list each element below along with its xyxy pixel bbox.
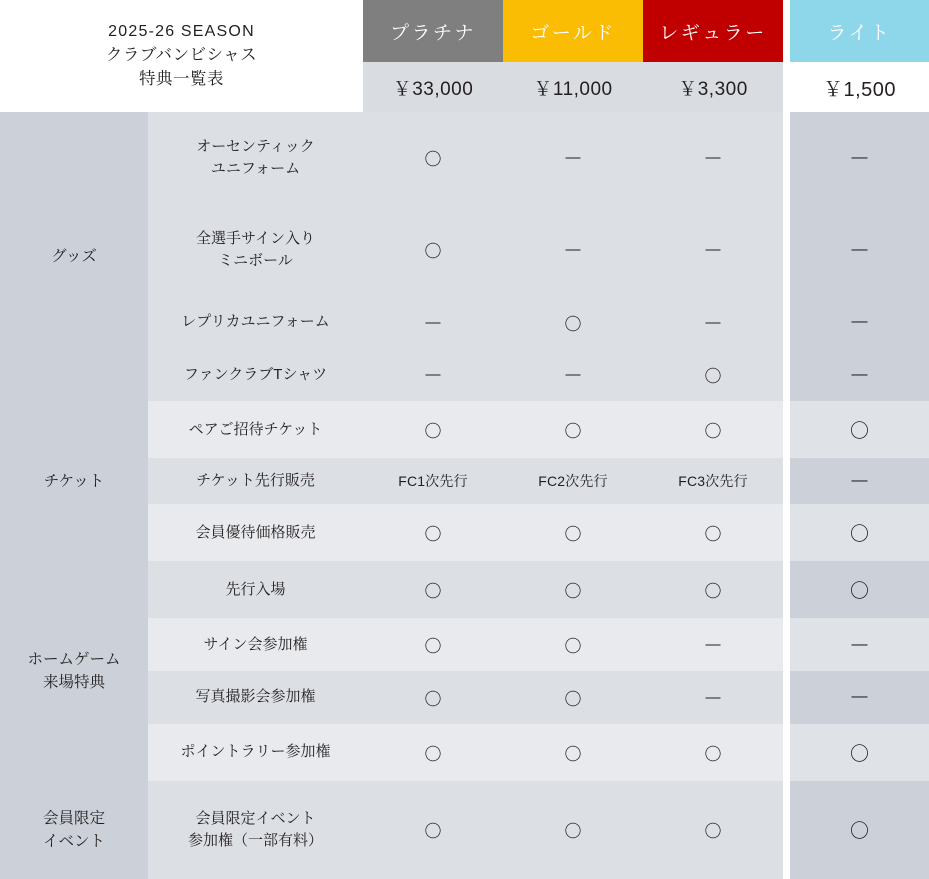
row-label-line1: 先行入場 xyxy=(225,580,286,598)
cell-gold: — xyxy=(503,112,643,204)
cell-platinum: 〇 xyxy=(363,112,503,204)
cell-light: — xyxy=(790,618,929,671)
cell-platinum: — xyxy=(363,296,503,349)
cell-regular: — xyxy=(643,296,783,349)
cell-gold: 〇 xyxy=(503,781,643,879)
cell-gold: 〇 xyxy=(503,296,643,349)
cell-platinum: FC1次先行 xyxy=(363,458,503,504)
plan-header-gold: ゴールド xyxy=(503,0,643,62)
title-season: 2025-26 SEASON xyxy=(108,23,255,41)
cell-platinum: 〇 xyxy=(363,504,503,561)
cell-regular: — xyxy=(643,112,783,204)
category-member-line2: イベント xyxy=(42,832,105,850)
title-subtitle: 特典一覧表 xyxy=(139,69,224,88)
row-label-line1: ペアご招待チケット xyxy=(188,420,323,438)
cell-gold: — xyxy=(503,348,643,401)
row-label-line1: 会員限定イベント xyxy=(195,810,316,828)
column-gap xyxy=(783,781,790,879)
price-light: ￥1,500 xyxy=(790,62,929,112)
plan-header-light: ライト xyxy=(790,0,929,62)
cell-regular: — xyxy=(643,204,783,296)
column-gap xyxy=(783,348,790,401)
cell-gold: 〇 xyxy=(503,561,643,618)
cell-regular: 〇 xyxy=(643,348,783,401)
cell-light: — xyxy=(790,348,929,401)
cell-regular: — xyxy=(643,671,783,724)
cell-gold: 〇 xyxy=(503,504,643,561)
column-gap xyxy=(783,204,790,296)
category-goods: グッズ xyxy=(0,112,148,401)
column-gap xyxy=(783,401,790,458)
category-member-event xyxy=(0,781,148,879)
cell-light: — xyxy=(790,296,929,349)
row-label-line2: ミニボール xyxy=(218,251,293,269)
row-label xyxy=(148,781,363,879)
table-row xyxy=(0,561,929,618)
cell-platinum: — xyxy=(363,348,503,401)
cell-gold: 〇 xyxy=(503,618,643,671)
price-platinum: ￥33,000 xyxy=(363,62,503,112)
row-label-line1: 会員優待価格販売 xyxy=(195,523,316,541)
cell-light: — xyxy=(790,458,929,504)
cell-gold: FC2次先行 xyxy=(503,458,643,504)
column-gap xyxy=(783,0,790,62)
row-label xyxy=(148,112,363,204)
cell-regular: FC3次先行 xyxy=(643,458,783,504)
cell-platinum: 〇 xyxy=(363,401,503,458)
cell-regular: 〇 xyxy=(643,504,783,561)
row-label xyxy=(148,618,363,671)
cell-light: 〇 xyxy=(790,724,929,781)
column-gap xyxy=(783,561,790,618)
price-regular: ￥3,300 xyxy=(643,62,783,112)
cell-gold: 〇 xyxy=(503,724,643,781)
cell-regular: 〇 xyxy=(643,781,783,879)
category-member-line1: 会員限定 xyxy=(42,809,105,827)
table-row xyxy=(0,781,929,879)
table-row xyxy=(0,401,929,458)
cell-regular: 〇 xyxy=(643,724,783,781)
cell-platinum: 〇 xyxy=(363,204,503,296)
cell-gold: — xyxy=(503,204,643,296)
category-homegame-line2: 来場特典 xyxy=(42,673,105,691)
row-label xyxy=(148,458,363,504)
cell-light: 〇 xyxy=(790,504,929,561)
cell-platinum: 〇 xyxy=(363,781,503,879)
title-block xyxy=(0,0,363,112)
cell-platinum: 〇 xyxy=(363,618,503,671)
row-label xyxy=(148,204,363,296)
cell-platinum: 〇 xyxy=(363,561,503,618)
title-club: クラブバンビシャス xyxy=(105,45,258,64)
column-gap xyxy=(783,62,790,112)
row-label xyxy=(148,401,363,458)
row-label-line2: ユニフォーム xyxy=(210,159,301,177)
row-label-line1: オーセンティック xyxy=(196,138,315,156)
row-label-line1: 全選手サイン入り xyxy=(196,230,315,248)
column-gap xyxy=(783,296,790,349)
table-row xyxy=(0,112,929,204)
row-label xyxy=(148,504,363,561)
cell-light: 〇 xyxy=(790,561,929,618)
column-gap xyxy=(783,504,790,561)
row-label-line1: チケット先行販売 xyxy=(196,472,315,490)
cell-light: 〇 xyxy=(790,781,929,879)
row-label xyxy=(148,561,363,618)
cell-platinum: 〇 xyxy=(363,724,503,781)
price-gold: ￥11,000 xyxy=(503,62,643,112)
cell-light: 〇 xyxy=(790,401,929,458)
cell-gold: 〇 xyxy=(503,401,643,458)
column-gap xyxy=(783,458,790,504)
cell-light: — xyxy=(790,204,929,296)
category-ticket: チケット xyxy=(0,401,148,561)
plan-header-platinum: プラチナ xyxy=(363,0,503,62)
row-label-line1: 写真撮影会参加権 xyxy=(195,688,316,706)
cell-platinum: 〇 xyxy=(363,671,503,724)
row-label xyxy=(148,671,363,724)
category-homegame xyxy=(0,561,148,781)
column-gap xyxy=(783,724,790,781)
header-row-plans xyxy=(0,0,929,62)
category-homegame-line1: ホームゲーム xyxy=(27,650,121,668)
plan-header-regular: レギュラー xyxy=(643,0,783,62)
cell-regular: 〇 xyxy=(643,401,783,458)
cell-light: — xyxy=(790,112,929,204)
row-label xyxy=(148,296,363,349)
row-label-line2: 参加権（一部有料） xyxy=(188,831,324,849)
cell-light: — xyxy=(790,671,929,724)
cell-gold: 〇 xyxy=(503,671,643,724)
row-label-line1: レプリカユニフォーム xyxy=(181,313,330,331)
row-label xyxy=(148,348,363,401)
column-gap xyxy=(783,671,790,724)
row-label-line1: サイン会参加権 xyxy=(203,635,308,653)
column-gap xyxy=(783,112,790,204)
row-label-line1: ポイントラリー参加権 xyxy=(180,743,331,761)
column-gap xyxy=(783,618,790,671)
cell-regular: — xyxy=(643,618,783,671)
row-label-line1: ファンクラブTシャツ xyxy=(183,365,328,383)
row-label xyxy=(148,724,363,781)
cell-regular: 〇 xyxy=(643,561,783,618)
